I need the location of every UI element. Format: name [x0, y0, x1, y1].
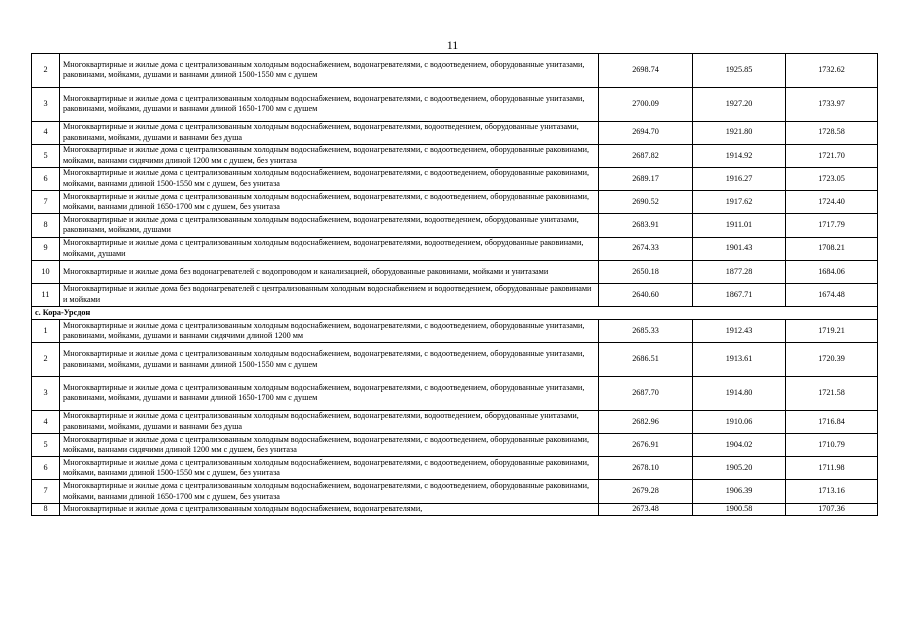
tariff-value-3: 1732.62 [786, 54, 878, 88]
tariff-value-3: 1733.97 [786, 87, 878, 121]
row-description: Многоквартирные и жилые дома с централизованным холодным водоснабжением, водонагревателями, водоотведением, оборудованные унитазами, раковинами, мойками, душами и ваннами без душа [60, 121, 599, 144]
tariff-value-2: 1914.80 [693, 377, 786, 411]
table-row [32, 144, 878, 167]
tariff-value-1: 2700.09 [599, 87, 693, 121]
tariff-value-1: 2689.17 [599, 167, 693, 190]
tariff-value-1: 2673.48 [599, 503, 693, 516]
row-description: Многоквартирные и жилые дома с централизованным холодным водоснабжением, водонагревателями, водоотведением, оборудованные унитазами, раковинами, мойками, душами [60, 214, 599, 237]
page-number: 11 [446, 38, 459, 52]
tariff-value-2: 1904.02 [693, 434, 786, 457]
tariff-value-3: 1724.40 [786, 191, 878, 214]
table-row [32, 191, 878, 214]
tariff-value-1: 2687.70 [599, 377, 693, 411]
table-row [32, 503, 878, 516]
table-row [32, 457, 878, 480]
tariff-value-2: 1913.61 [693, 343, 786, 377]
tariff-value-3: 1674.48 [786, 283, 878, 306]
tariff-value-3: 1723.05 [786, 167, 878, 190]
table-row [32, 214, 878, 237]
tariff-value-1: 2686.51 [599, 343, 693, 377]
tariff-value-1: 2698.74 [599, 54, 693, 88]
row-description: Многоквартирные и жилые дома с централизованным холодным водоснабжением, водонагревателями, водоотведением, оборудованные раковинами, мойками, душами [60, 237, 599, 260]
row-number: 10 [32, 260, 60, 283]
row-description: Многоквартирные и жилые дома с централизованным холодным водоснабжением, водонагревателями, с водоотведением, оборудованные раковинами, мойками, ваннами длиной 1650-1700 мм с душем, без унитаза [60, 191, 599, 214]
row-description: Многоквартирные и жилые дома с централизованным холодным водоснабжением, водонагревателями, с водоотведением, оборудованные раковинами, мойками, ваннами сидячими длиной 1200 мм с душем, без унитаза [60, 144, 599, 167]
table-row [32, 54, 878, 88]
row-description: Многоквартирные и жилые дома без водонагревателей с централизованным холодным водоснабжением и водоотведением, оборудованные раковинами и мойками [60, 283, 599, 306]
row-description: Многоквартирные и жилые дома с централизованным холодным водоснабжением, водонагревателями, с водоотведением, оборудованные унитазами, раковинами, мойками, душами и ваннами длиной 1650-1700 мм с душем [60, 87, 599, 121]
tariff-value-2: 1911.01 [693, 214, 786, 237]
row-description: Многоквартирные и жилые дома с централизованным холодным водоснабжением, водонагревателями, с водоотведением, оборудованные раковинами, мойками, ваннами длиной 1500-1550 мм с душем, без унитаза [60, 167, 599, 190]
section-title: с. Кора-Урсдон [32, 307, 878, 320]
tariff-table [31, 53, 878, 516]
tariff-value-2: 1901.43 [693, 237, 786, 260]
tariff-value-1: 2690.52 [599, 191, 693, 214]
row-number: 4 [32, 410, 60, 433]
tariff-value-2: 1912.43 [693, 320, 786, 343]
tariff-value-1: 2650.18 [599, 260, 693, 283]
tariff-value-2: 1905.20 [693, 457, 786, 480]
tariff-value-3: 1711.98 [786, 457, 878, 480]
row-number: 4 [32, 121, 60, 144]
tariff-value-2: 1877.28 [693, 260, 786, 283]
row-number: 5 [32, 434, 60, 457]
row-number: 3 [32, 377, 60, 411]
tariff-value-3: 1708.21 [786, 237, 878, 260]
table-row [32, 121, 878, 144]
tariff-value-3: 1721.58 [786, 377, 878, 411]
table-row [32, 237, 878, 260]
tariff-value-2: 1917.62 [693, 191, 786, 214]
tariff-value-2: 1925.85 [693, 54, 786, 88]
row-description: Многоквартирные и жилые дома с централизованным холодным водоснабжением, водонагревателями, [60, 503, 599, 516]
tariff-value-3: 1721.70 [786, 144, 878, 167]
tariff-value-3: 1710.79 [786, 434, 878, 457]
tariff-value-2: 1927.20 [693, 87, 786, 121]
row-number: 2 [32, 343, 60, 377]
tariff-value-3: 1713.16 [786, 480, 878, 503]
tariff-value-1: 2685.33 [599, 320, 693, 343]
tariff-value-2: 1900.58 [693, 503, 786, 516]
tariff-value-1: 2687.82 [599, 144, 693, 167]
row-number: 1 [32, 320, 60, 343]
section-row [32, 307, 878, 320]
row-description: Многоквартирные и жилые дома с централизованным холодным водоснабжением, водонагревателями, с водоотведением, оборудованные унитазами, раковинами, мойками, душами и ваннами длиной 1650-1700 мм с душем [60, 377, 599, 411]
row-number: 6 [32, 457, 60, 480]
row-number: 8 [32, 503, 60, 516]
row-number: 7 [32, 191, 60, 214]
row-number: 8 [32, 214, 60, 237]
tariff-value-1: 2676.91 [599, 434, 693, 457]
tariff-value-1: 2678.10 [599, 457, 693, 480]
row-description: Многоквартирные и жилые дома с централизованным холодным водоснабжением, водонагревателями, с водоотведением, оборудованные унитазами, раковинами, мойками, душами и ваннами длиной 1500-1550 мм с душем [60, 343, 599, 377]
row-number: 11 [32, 283, 60, 306]
tariff-value-1: 2674.33 [599, 237, 693, 260]
row-number: 3 [32, 87, 60, 121]
tariff-value-1: 2679.28 [599, 480, 693, 503]
table-row [32, 283, 878, 306]
row-description: Многоквартирные и жилые дома с централизованным холодным водоснабжением, водонагревателями, с водоотведением, оборудованные унитазами, раковинами, мойками, душами и ваннами длиной 1500-1550 мм с душем [60, 54, 599, 88]
tariff-value-2: 1910.06 [693, 410, 786, 433]
tariff-value-2: 1906.39 [693, 480, 786, 503]
tariff-value-1: 2694.70 [599, 121, 693, 144]
tariff-value-3: 1716.84 [786, 410, 878, 433]
table-row [32, 320, 878, 343]
tariff-value-3: 1684.06 [786, 260, 878, 283]
table-row [32, 377, 878, 411]
tariff-value-2: 1921.80 [693, 121, 786, 144]
tariff-value-3: 1707.36 [786, 503, 878, 516]
row-description: Многоквартирные и жилые дома с централизованным холодным водоснабжением, водонагревателями, с водоотведением, оборудованные раковинами, мойками, ваннами сидячими длиной 1200 мм с душем, без унитаза [60, 434, 599, 457]
tariff-value-2: 1916.27 [693, 167, 786, 190]
row-description: Многоквартирные и жилые дома с централизованным холодным водоснабжением, водонагревателями, с водоотведением, оборудованные раковинами, мойками, ваннами длиной 1650-1700 мм с душем, без унитаза [60, 480, 599, 503]
tariff-value-3: 1720.39 [786, 343, 878, 377]
row-description: Многоквартирные и жилые дома с централизованным холодным водоснабжением, водонагревателями, с водоотведением, оборудованные раковинами, мойками, ваннами длиной 1500-1550 мм с душем, без унитаза [60, 457, 599, 480]
row-number: 9 [32, 237, 60, 260]
row-description: Многоквартирные и жилые дома с централизованным холодным водоснабжением, водонагревателями, водоотведением, оборудованные унитазами, раковинами, мойками, душами и ваннами без душа [60, 410, 599, 433]
table-row [32, 343, 878, 377]
table-row [32, 167, 878, 190]
tariff-value-2: 1914.92 [693, 144, 786, 167]
row-description: Многоквартирные и жилые дома без водонагревателей с водопроводом и канализацией, оборудованные раковинами, мойками и унитазами [60, 260, 599, 283]
table-row [32, 434, 878, 457]
row-description: Многоквартирные и жилые дома с централизованным холодным водоснабжением, водонагревателями, с водоотведением, оборудованные унитазами, раковинами, мойками, душами и ваннами сидячими длиной 1200 мм [60, 320, 599, 343]
tariff-value-1: 2640.60 [599, 283, 693, 306]
tariff-value-3: 1717.79 [786, 214, 878, 237]
table-row [32, 410, 878, 433]
row-number: 2 [32, 54, 60, 88]
tariff-value-1: 2683.91 [599, 214, 693, 237]
tariff-value-3: 1719.21 [786, 320, 878, 343]
tariff-value-3: 1728.58 [786, 121, 878, 144]
row-number: 5 [32, 144, 60, 167]
tariff-value-1: 2682.96 [599, 410, 693, 433]
table-row [32, 87, 878, 121]
row-number: 7 [32, 480, 60, 503]
row-number: 6 [32, 167, 60, 190]
table-row [32, 260, 878, 283]
tariff-table-body [32, 54, 878, 516]
tariff-value-2: 1867.71 [693, 283, 786, 306]
table-row [32, 480, 878, 503]
